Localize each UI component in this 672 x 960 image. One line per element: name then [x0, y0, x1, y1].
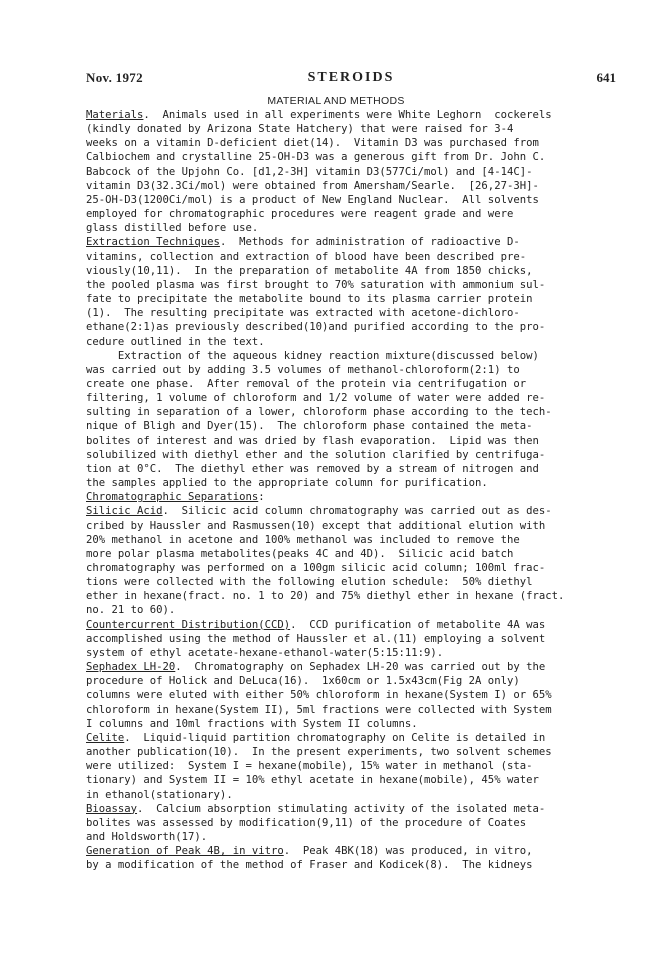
line-text: . Silicic acid column chromatography was carried out as des-	[162, 505, 552, 518]
text-line: vitamins, collection and extraction of blood have been described pre-	[86, 250, 527, 263]
text-line	[86, 844, 644, 858]
text-line: nique of Bligh and Dyer(15). The chloroform phase contained the meta-	[86, 420, 533, 433]
text-line: in ethanol(stationary).	[86, 788, 233, 801]
text-line: viously(10,11). In the preparation of metabolite 4A from 1850 chicks,	[86, 264, 533, 277]
text-line: Calbiochem and crystalline 25-OH-D3 was a generous gift from Dr. John C.	[86, 151, 546, 164]
text-line: ether in hexane(fract. no. 1 to 20) and 75% diethyl ether in hexane (fract.	[86, 590, 565, 603]
text-line: were utilized: System I = hexane(mobile), 15% water in methanol (sta-	[86, 760, 533, 773]
text-line: Babcock of the Upjohn Co. [d1,2-3H] vitamin D3(577Ci/mol) and [4-14C]-	[86, 165, 533, 178]
text-line: system of ethyl acetate-hexane-ethanol-water(5:15:11:9).	[86, 646, 444, 659]
text-line: chloroform in hexane(System II), 5ml fractions were collected with System	[86, 703, 552, 716]
line-text: . Animals used in all experiments were White Leghorn cockerels	[143, 109, 552, 121]
text-line: by a modification of the method of Fraser and Kodicek(8). The kidneys	[86, 859, 533, 872]
subsection-heading: Countercurrent Distribution(CCD)	[86, 618, 291, 631]
text-line: the samples applied to the appropriate column for purification.	[86, 477, 488, 490]
running-header	[86, 70, 616, 90]
paragraph	[86, 618, 644, 660]
text-line: sulting in separation of a lower, chloroform phase according to the tech-	[86, 406, 552, 419]
text-line: weeks on a vitamin D-deficient diet(14). Vitamin D3 was purchased from	[86, 137, 539, 150]
subsection-heading: Extraction Techniques	[86, 236, 220, 249]
subsection-heading: Sephadex LH-20	[86, 661, 176, 674]
paragraph	[86, 349, 644, 491]
line-text: . Peak 4BK(18) was produced, in vitro,	[283, 845, 533, 858]
text-line: vitamin D3(32.3Ci/mol) were obtained from Amersham/Searle. [26,27-3H]-	[86, 179, 539, 192]
subsection-heading: Silicic Acid	[86, 505, 163, 518]
text-line: procedure of Holick and DeLuca(16). 1x60cm or 1.5x43cm(Fig 2A only)	[86, 675, 520, 688]
text-line: bolites of interest and was dried by flash evaporation. Lipid was then	[86, 434, 539, 447]
text-line	[86, 108, 644, 122]
text-line: another publication(10). In the present experiments, two solvent schemes	[86, 746, 552, 759]
paragraph	[86, 802, 644, 844]
text-line: and Holdsworth(17).	[86, 830, 208, 843]
text-line: (kindly donated by Arizona State Hatchery) that were raised for 3-4	[86, 123, 514, 136]
line-text: :	[258, 491, 265, 504]
text-line: accomplished using the method of Haussler et al.(11) employing a solvent	[86, 632, 546, 645]
paragraph	[86, 504, 644, 617]
text-line: glass distilled before use.	[86, 222, 259, 235]
text-line: employed for chromatographic procedures were reagent grade and were	[86, 208, 514, 221]
text-line: tion at 0°C. The diethyl ether was removed by a stream of nitrogen and	[86, 462, 539, 475]
text-line: chromatography was performed on a 100gm silicic acid column; 100ml frac-	[86, 562, 546, 574]
text-line	[86, 660, 644, 674]
text-line	[86, 490, 644, 504]
line-text: . Chromatography on Sephadex LH-20 was carried out by the	[175, 661, 546, 674]
header-journal-title: STEROIDS	[307, 70, 395, 85]
line-text: . Liquid-liquid partition chromatography on Celite is detailed in	[124, 731, 546, 744]
line-text: . Calcium absorption stimulating activity of the isolated meta-	[137, 802, 546, 815]
text-line	[86, 618, 644, 632]
text-line: filtering, 1 volume of chloroform and 1/2 volume of water were added re-	[86, 392, 546, 405]
text-line: bolites was assessed by modification(9,11) of the procedure of Coates	[86, 816, 527, 829]
subsection-heading: Materials	[86, 109, 144, 121]
text-line	[86, 504, 644, 518]
subsection-heading: Chromatographic Separations	[86, 491, 259, 504]
header-date: Nov. 1972	[86, 70, 143, 85]
paragraph	[86, 844, 644, 872]
text-line: 25-OH-D3(1200Ci/mol) is a product of New England Nuclear. All solvents	[86, 193, 539, 206]
text-line: ethane(2:1)as previously described(10)and purified according to the pro-	[86, 321, 546, 334]
paragraph	[86, 660, 644, 731]
text-line: solubilized with diethyl ether and the solution clarified by centrifuga-	[86, 448, 546, 461]
paragraph	[86, 731, 644, 802]
subsection-heading: Bioassay	[86, 802, 138, 815]
text-line	[86, 802, 644, 816]
body-text	[86, 108, 644, 872]
text-line	[86, 235, 644, 249]
text-line: columns were eluted with either 50% chloroform in hexane(System I) or 65%	[86, 689, 552, 702]
text-line: was carried out by adding 3.5 volumes of methanol-chloroform(2:1) to	[86, 363, 520, 376]
header-page-number: 641	[596, 70, 616, 85]
paragraph	[86, 490, 644, 504]
text-line: tionary) and System II = 10% ethyl acetate in hexane(mobile), 45% water	[86, 774, 539, 787]
text-line: fate to precipitate the metabolite bound to its plasma carrier protein	[86, 293, 533, 306]
text-line: cribed by Haussler and Rasmussen(10) except that additional elution with	[86, 519, 546, 532]
text-line: (1). The resulting precipitate was extracted with acetone-dichloro-	[86, 307, 520, 320]
line-text: . Methods for administration of radioactive D-	[219, 236, 520, 249]
text-line: cedure outlined in the text.	[86, 335, 265, 348]
text-line: tions were collected with the following elution schedule: 50% diethyl	[86, 576, 533, 589]
subsection-heading: Generation of Peak 4B, in vitro	[86, 845, 284, 858]
text-line: the pooled plasma was first brought to 70% saturation with ammonium sul-	[86, 278, 546, 291]
subsection-heading: Celite	[86, 731, 125, 744]
text-line: no. 21 to 60).	[86, 604, 176, 617]
line-text: . CCD purification of metabolite 4A was	[290, 618, 546, 631]
text-line: more polar plasma metabolites(peaks 4C and 4D). Silicic acid batch	[86, 547, 514, 560]
text-line: create one phase. After removal of the protein via centrifugation or	[86, 377, 527, 390]
text-line	[86, 731, 644, 745]
paragraph	[86, 108, 644, 235]
text-line: I columns and 10ml fractions with System II columns.	[86, 717, 418, 730]
section-title: MATERIAL AND METHODS	[267, 95, 405, 107]
paragraph	[86, 235, 644, 348]
text-line: Extraction of the aqueous kidney reaction mixture(discussed below)	[86, 349, 539, 362]
text-line: 20% methanol in acetone and 100% methanol was included to remove the	[86, 533, 520, 546]
